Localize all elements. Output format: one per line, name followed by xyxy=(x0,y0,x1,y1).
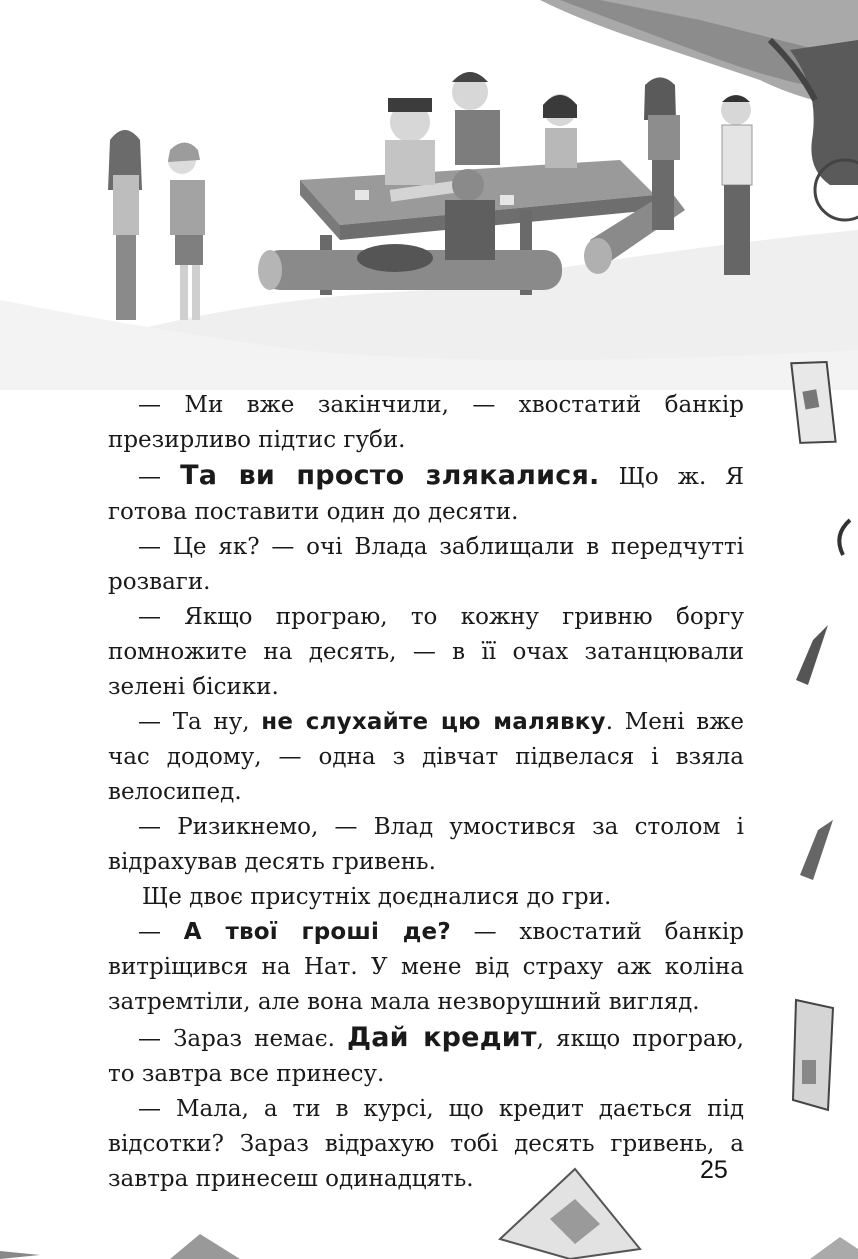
paragraph: — Якщо програю, то кожну гривню боргу помножите на десять, — в її очах затанцювали зелені бісики. xyxy=(108,604,744,700)
paragraph: — Мала, а ти в курсі, що кредит дається під відсотки? Зараз відрахую тобі десять гривень, а завтра принесеш одинадцять. xyxy=(108,1096,744,1192)
handwritten-phrase: А твої гроші де? xyxy=(183,919,451,945)
paragraph: — Та ну, не слухайте цю малявку. Мені вже час додому, — одна з дівчат підвелася і взяла велосипед. xyxy=(108,709,744,805)
paragraph: — Ми вже закінчили, — хвостатий банкір презирливо підтис губи. xyxy=(108,392,744,453)
paragraph: — Зараз немає. Дай кредит, якщо програю, то завтра все принесу. xyxy=(108,1022,744,1087)
handwritten-phrase: Та ви просто злякалися. xyxy=(180,460,600,491)
paragraph: — Це як? — очі Влада заблищали в передчутті розваги. xyxy=(108,534,744,595)
flying-banknotes-illustration xyxy=(788,340,858,1259)
story-text xyxy=(108,388,744,1197)
paragraph: — А твої гроші де? — хвостатий банкір витріщився на Нат. У мене від страху аж коліна затремтіли, але вона мала незворушний вигляд. xyxy=(108,919,745,1015)
paragraph: — Та ви просто злякалися. Що ж. Я готова поставити один до десяти. xyxy=(108,460,744,525)
handwritten-phrase: Дай кредит xyxy=(346,1022,537,1053)
paragraph: Ще двоє присутніх доєдналися до гри. xyxy=(142,884,612,910)
page-number: 25 xyxy=(700,1156,728,1184)
handwritten-phrase: не слухайте цю малявку xyxy=(261,709,606,735)
kids-picnic-illustration xyxy=(0,0,858,390)
paragraph: — Ризикнемо, — Влад умостився за столом і відрахував десять гривень. xyxy=(108,814,744,875)
